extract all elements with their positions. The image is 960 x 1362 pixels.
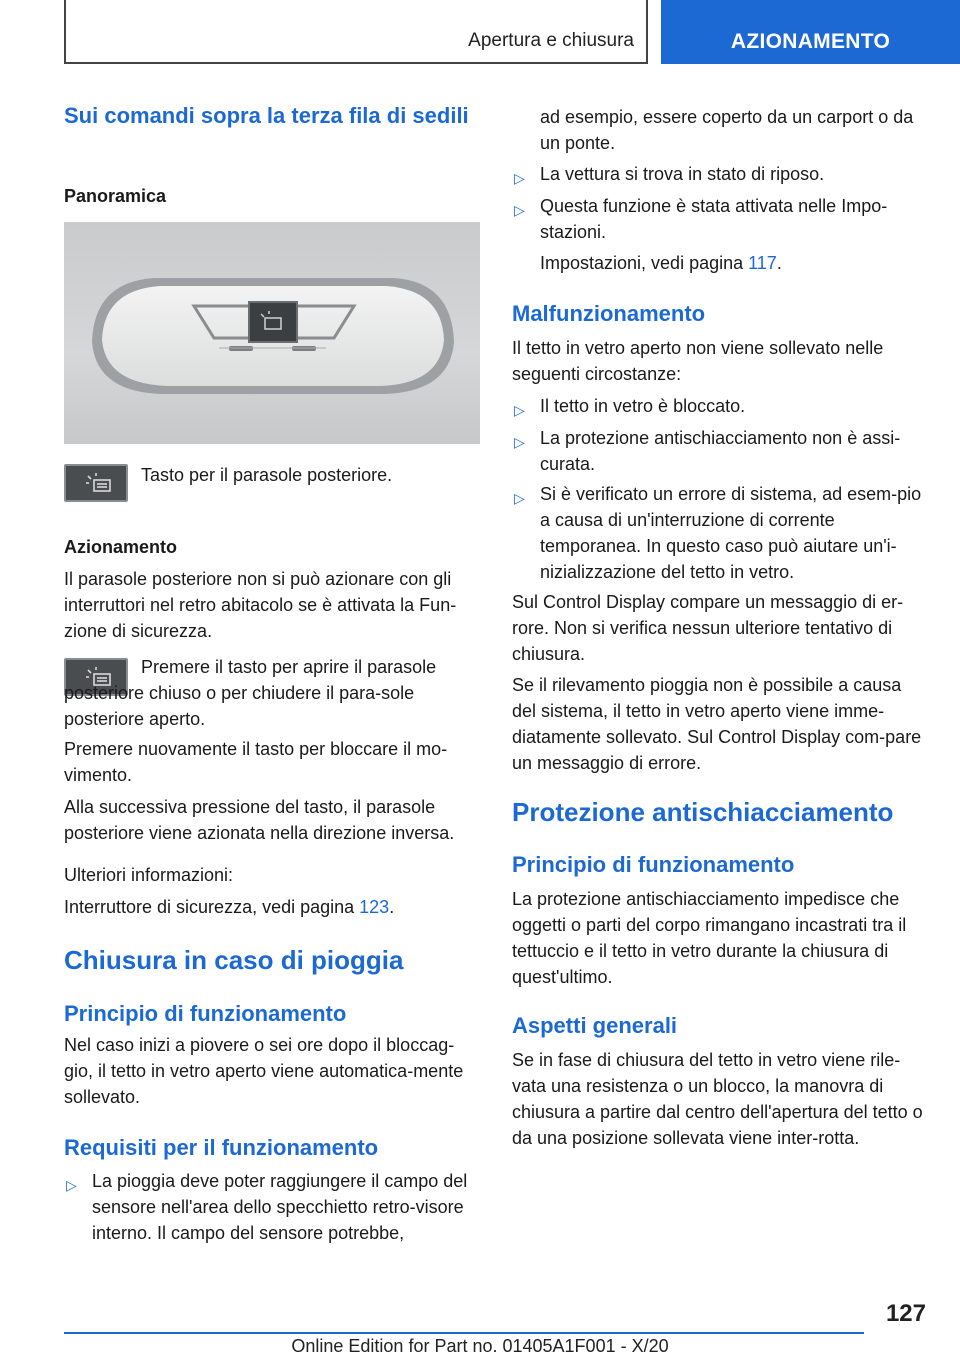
bullet-rain-sensor: ▷ La pioggia deve poter raggiungere il campo del sensore nell'area dello specchietto retro-visore interno. Il campo del sensore potrebbe, <box>66 1171 468 1243</box>
page-link-123[interactable]: 123 <box>359 897 390 917</box>
bullet-triangle-icon: ▷ <box>514 434 525 450</box>
bullet-triangle-icon: ▷ <box>514 202 525 218</box>
paragraph-press-button: Premere il tasto per aprire il parasole posteriore chiuso o per chiudere il para-sole posteriore aperto. <box>64 657 437 729</box>
icon-caption: Tasto per il parasole posteriore. <box>141 465 393 485</box>
header-chapter-tab: AZIONAMENTO <box>661 0 960 64</box>
overhead-console-illustration <box>64 222 480 444</box>
bullet-triangle-icon: ▷ <box>514 490 525 506</box>
heading-requirements: Requisiti per il funzionamento <box>64 1135 379 1160</box>
bullet-vehicle-rest: ▷ La vettura si trova in stato di riposo. <box>512 161 926 187</box>
bullet-triangle-icon: ▷ <box>514 170 525 186</box>
bullet-system-error: ▷ Si è verificato un errore di sistema, ad esem-pio a causa di un'interruzione di corrente temporanea. In questo caso può aiutare un'i-nizializzazione del tetto in vetro. <box>514 484 922 582</box>
bullet-triangle-icon: ▷ <box>66 1177 77 1193</box>
page-link-117[interactable]: 117 <box>748 253 777 273</box>
rear-sunshade-button-icon <box>64 464 128 502</box>
header-section-title: Apertura e chiusura <box>468 30 634 51</box>
paragraph-rain-principle: Nel caso inizi a piovere o sei ore dopo il bloccag-gio, il tetto in vetro aperto viene automatica-mente sollevato. <box>64 1035 464 1107</box>
heading-overview: Panoramica <box>64 186 167 206</box>
heading-operation: Azionamento <box>64 537 178 557</box>
paragraph-rain-detection-error: Se il rilevamento pioggia non è possibile a causa del sistema, il tetto in vetro aperto viene imme-diatamente sollevato. Sul Control Display com-pare un messaggio di errore. <box>512 675 922 773</box>
heading-principle: Principio di funzionamento <box>64 1001 347 1026</box>
heading-malfunction: Malfunzionamento <box>512 301 706 326</box>
header-frame <box>64 0 648 64</box>
page-number: 127 <box>885 1300 926 1327</box>
paragraph-press-again: Premere nuovamente il tasto per bloccare il mo-vimento. <box>64 739 448 785</box>
bullet-function-activated: ▷ Questa funzione è stata attivata nelle Impo-stazioni. <box>514 196 888 242</box>
paragraph-anti-pinch: La protezione antischiacciamento impedisce che oggetti o parti del corpo rimangano incastrati tra il tettuccio e il tetto in vetro durante la chiusura di quest'ultimo. <box>512 889 907 987</box>
bullet-antipinch-not-ensured: ▷ La protezione antischiacciamento non è assi-curata. <box>514 428 901 474</box>
heading-principle-2: Principio di funzionamento <box>512 852 795 877</box>
overhead-console-photo <box>64 222 480 444</box>
paragraph-general: Se in fase di chiusura del tetto in vetro viene rile-vata una resistenza o un blocco, la manovra di chiusura a partire dal centro dell'apertura del tetto o da una posizione sollevata viene inter-rotta. <box>512 1050 923 1148</box>
paragraph-next-press: Alla successiva pressione del tasto, il parasole posteriore viene azionata nella direzione inversa. <box>64 797 455 843</box>
settings-ref: Impostazioni, vedi pagina 117. <box>540 253 782 273</box>
footer-divider <box>64 1332 864 1334</box>
footer-edition: Online Edition for Part no. 01405A1F001 - X/20 <box>291 1336 669 1356</box>
bullet-continuation: ad esempio, essere coperto da un carport o da un ponte. <box>540 107 914 153</box>
bullet-roof-blocked: ▷ Il tetto in vetro è bloccato. <box>512 393 926 419</box>
paragraph-control-display: Sul Control Display compare un messaggio di er-rore. Non si verifica nessun ulteriore tentativo di chiusura. <box>512 592 904 664</box>
paragraph-operation: Il parasole posteriore non si può azionare con gli interruttori nel retro abitacolo se è attivata la Fun-zione di sicurezza. <box>64 569 457 641</box>
paragraph-malfunction: Il tetto in vetro aperto non viene sollevato nelle seguenti circostanze: <box>512 338 884 384</box>
heading-general-aspects: Aspetti generali <box>512 1013 678 1038</box>
paragraph-safety-switch-ref: Interruttore di sicurezza, vedi pagina 123. <box>64 897 395 917</box>
heading-overhead-controls: Sui comandi sopra la terza fila di sedili <box>64 103 469 128</box>
heading-rain-closing: Chiusura in caso di pioggia <box>64 945 404 975</box>
bullet-triangle-icon: ▷ <box>514 402 525 418</box>
paragraph-more-info: Ulteriori informazioni: <box>64 865 234 885</box>
heading-anti-pinch: Protezione antischiacciamento <box>512 797 894 827</box>
